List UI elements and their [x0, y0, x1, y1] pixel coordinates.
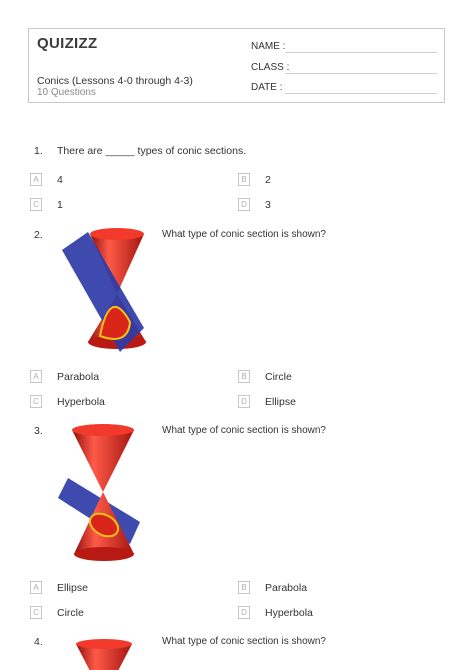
option-letter-c: C [30, 198, 42, 211]
question-number: 2. [34, 229, 43, 241]
worksheet-title: Conics (Lessons 4-0 through 4-3) [37, 75, 193, 87]
option-letter-d: D [238, 606, 250, 619]
cone-parabola-figure [58, 224, 154, 356]
option-c[interactable]: Hyperbola [57, 396, 105, 408]
question-number: 3. [34, 425, 43, 437]
worksheet-header [28, 28, 445, 103]
question-number: 1. [34, 145, 43, 157]
option-d[interactable]: Ellipse [265, 396, 296, 408]
question-text: What type of conic section is shown? [162, 229, 326, 240]
option-letter-a: A [30, 370, 42, 383]
option-letter-a: A [30, 581, 42, 594]
option-letter-c: C [30, 606, 42, 619]
option-b[interactable]: 2 [265, 174, 271, 186]
date-field[interactable] [285, 93, 437, 94]
option-c[interactable]: 1 [57, 199, 63, 211]
lower-cone-base [74, 547, 134, 561]
option-a[interactable]: Parabola [57, 371, 100, 383]
option-letter-b: B [238, 173, 250, 186]
upper-cone-rim [76, 639, 132, 649]
option-letter-d: D [238, 198, 250, 211]
option-letter-d: D [238, 395, 250, 408]
option-d[interactable]: Hyperbola [265, 607, 313, 619]
class-field[interactable] [285, 73, 437, 74]
option-letter-c: C [30, 395, 42, 408]
option-b[interactable]: Circle [265, 371, 292, 383]
option-letter-b: B [238, 581, 250, 594]
option-a[interactable]: 4 [57, 174, 63, 186]
question-number: 4. [34, 636, 43, 648]
question-text: There are _____ types of conic sections. [57, 145, 247, 157]
name-field[interactable] [285, 52, 437, 53]
option-b[interactable]: Parabola [265, 582, 308, 594]
double-cone-ellipse-figure [56, 422, 144, 568]
double-cone-figure [74, 638, 134, 670]
option-letter-a: A [30, 173, 42, 186]
class-label: CLASS : [251, 62, 290, 73]
upper-cone-rim [90, 228, 144, 240]
name-label: NAME : [251, 41, 286, 52]
option-d[interactable]: 3 [265, 199, 271, 211]
option-letter-b: B [238, 370, 250, 383]
quizizz-logo: QUIZIZZ [37, 35, 98, 52]
upper-cone-rim [72, 424, 134, 436]
question-count: 10 Questions [37, 87, 96, 98]
question-text: What type of conic section is shown? [162, 636, 326, 647]
option-c[interactable]: Circle [57, 607, 84, 619]
question-text: What type of conic section is shown? [162, 425, 326, 436]
date-label: DATE : [251, 82, 283, 93]
option-a[interactable]: Ellipse [57, 582, 88, 594]
upper-nappe [72, 430, 134, 492]
